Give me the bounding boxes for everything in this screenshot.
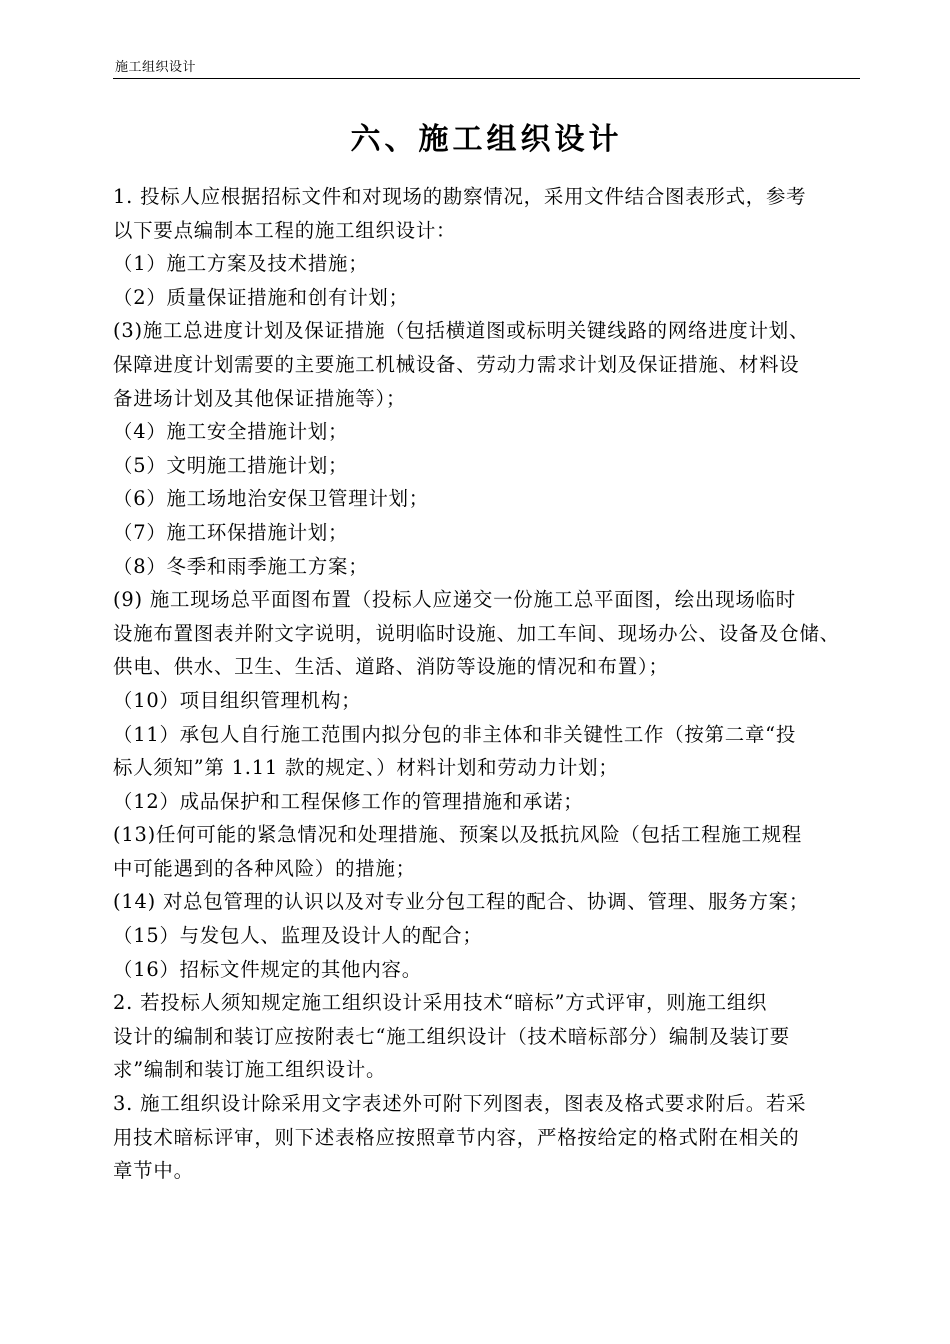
- text-line: 求”编制和装订施工组织设计。: [113, 1058, 387, 1082]
- page-header: [113, 58, 860, 79]
- text-line: 供电、供水、卫生、生活、道路、消防等设施的情况和布置）；: [113, 655, 669, 679]
- text-line: （7）施工环保措施计划；: [113, 520, 349, 544]
- text-line: 3. 施工组织设计除采用文字表述外可附下列图表，图表及格式要求附后。若采: [113, 1092, 807, 1116]
- text-line: 章节中。: [113, 1159, 194, 1183]
- text-line: 设计的编制和装订应按附表七“施工组织设计（技术暗标部分）编制及装订要: [113, 1024, 791, 1048]
- header-text: 施工组织设计: [115, 60, 197, 75]
- text-line: （11）承包人自行施工范围内拟分包的非主体和非关键性工作（按第二章“投: [113, 722, 797, 746]
- document-title: 六、施工组织设计: [350, 122, 623, 157]
- text-line: 用技术暗标评审，则下述表格应按照章节内容，严格按给定的格式附在相关的: [113, 1125, 800, 1149]
- text-line: (3)施工总进度计划及保证措施（包括横道图或标明关键线路的网络进度计划、: [113, 319, 810, 343]
- text-line: （12）成品保护和工程保修工作的管理措施和承诺；: [113, 789, 584, 813]
- text-line: （8）冬季和雨季施工方案；: [113, 554, 369, 578]
- text-line: 标人须知”第 1.11 款的规定、）材料计划和劳动力计划；: [113, 756, 619, 780]
- text-line: （1）施工方案及技术措施；: [113, 252, 369, 276]
- text-line: (14) 对总包管理的认识以及对专业分包工程的配合、协调、管理、服务方案；: [113, 890, 810, 914]
- text-line: （5）文明施工措施计划；: [113, 453, 349, 477]
- text-line: 设施布置图表并附文字说明，说明临时设施、加工车间、现场办公、设备及仓储、: [113, 621, 840, 645]
- body-text: [113, 180, 863, 1188]
- text-line: 中可能遇到的各种风险）的措施；: [113, 856, 416, 880]
- text-line: 以下要点编制本工程的施工组织设计：: [113, 218, 457, 242]
- text-line: (13)任何可能的紧急情况和处理措施、预案以及抵抗风险（包括工程施工规程: [113, 823, 803, 847]
- text-line: （2）质量保证措施和创有计划；: [113, 285, 409, 309]
- text-line: (9) 施工现场总平面图布置（投标人应递交一份施工总平面图，绘出现场临时: [113, 588, 796, 612]
- text-line: 1. 投标人应根据招标文件和对现场的勘察情况，采用文件结合图表形式，参考: [113, 185, 807, 208]
- text-line: 保障进度计划需要的主要施工机械设备、劳动力需求计划及保证措施、材料设: [113, 352, 800, 376]
- text-line: （15）与发包人、监理及设计人的配合；: [113, 924, 483, 948]
- text-line: （6）施工场地治安保卫管理计划；: [113, 487, 429, 511]
- text-line: （4）施工安全措施计划；: [113, 420, 349, 444]
- text-line: （10）项目组织管理机构；: [113, 688, 362, 712]
- text-line: 备进场计划及其他保证措施等）；: [113, 386, 407, 410]
- text-line: （16）招标文件规定的其他内容。: [113, 957, 422, 981]
- text-line: 2. 若投标人须知规定施工组织设计采用技术“暗标”方式评审，则施工组织: [113, 991, 768, 1015]
